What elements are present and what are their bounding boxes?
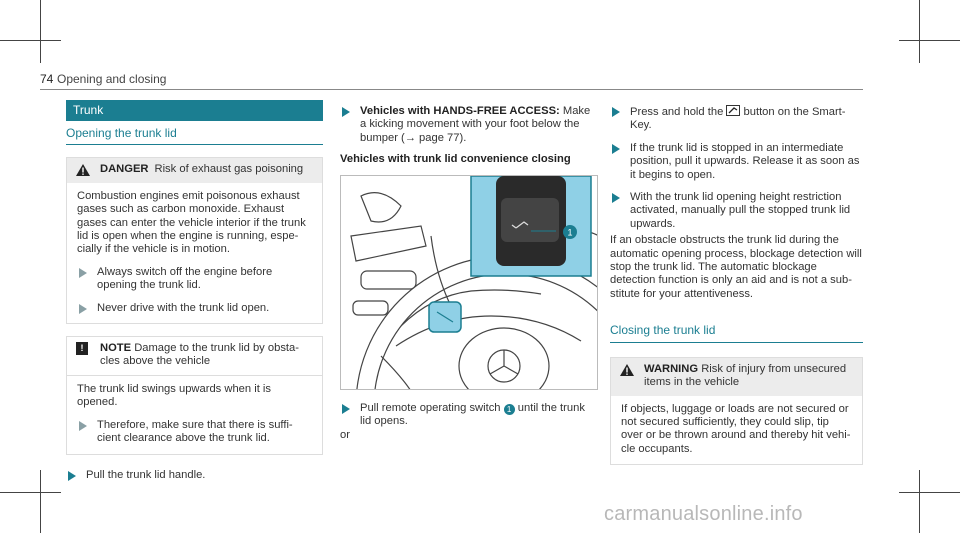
subheading-closing: Closing the trunk lid	[610, 324, 863, 342]
note-header	[67, 337, 322, 375]
figure-title: Vehicles with trunk lid convenience closing	[340, 153, 571, 166]
warning-triangle-icon	[620, 364, 634, 376]
trunk-button-icon	[726, 105, 740, 116]
crop-mark	[40, 0, 41, 63]
callout-badge: 1	[504, 404, 515, 415]
warning-body	[611, 396, 862, 465]
list-item: Press and hold the button on the Smart-Key.	[610, 105, 863, 133]
note-title: Damage to the trunk lid by obsta-cles above the vehicle	[100, 342, 299, 368]
note-text: The trunk lid swings upwards when it is opened.	[77, 382, 272, 409]
steering-wheel-figure	[340, 175, 598, 390]
column-2	[340, 100, 598, 443]
crop-mark	[899, 492, 960, 493]
step-arrow-icon	[79, 421, 87, 431]
note-box	[66, 336, 323, 454]
callout-number: 1	[567, 227, 573, 238]
warning-box	[610, 357, 863, 465]
warning-title: Risk of injury from unsecured items in the vehicle	[644, 362, 847, 389]
crop-mark	[899, 40, 960, 41]
subheading-opening: Opening the trunk lid	[66, 127, 323, 145]
warning-triangle-icon	[76, 164, 90, 176]
page-header	[40, 73, 863, 93]
info-paragraph: If an obstacle obstructs the trunk lid during the automatic opening process, blockage detection will stop the trunk lid. The automatic blockage detection function is only an aid and is not a sub-stitute for your attentiveness.	[610, 234, 862, 300]
list-item: If the trunk lid is stopped in an intermediate position, pull it upwards. Release it as soon as it begins to open.	[610, 142, 863, 182]
list-item: Always switch off the engine before opening the trunk lid.	[77, 266, 312, 293]
or-text: or	[340, 429, 350, 442]
warning-text: If objects, luggage or loads are not secured or not secured sufficiently, they could slip, tip over or be thrown around and thereby hit vehi-cle occupants.	[621, 402, 851, 455]
danger-label: DANGER	[100, 163, 149, 176]
list-item: Pull remote operating switch 1 until the trunk lid opens.	[340, 402, 598, 429]
warning-label: WARNING	[644, 362, 699, 375]
warning-header	[611, 358, 862, 396]
chapter-title: Opening and closing	[57, 72, 167, 86]
step-arrow-icon	[68, 471, 76, 481]
crop-mark	[0, 492, 61, 493]
step-arrow-icon	[612, 193, 620, 203]
section-title: Trunk	[66, 100, 323, 121]
danger-header	[67, 158, 322, 182]
column-3	[610, 100, 863, 465]
danger-title: Risk of exhaust gas poisoning	[154, 163, 304, 176]
list-item: Vehicles with HANDS-FREE ACCESS: Make a kicking movement with your foot below the bumper (→ page 77).	[340, 105, 598, 145]
steering-wheel-illustration	[341, 176, 598, 390]
step-arrow-icon	[342, 404, 350, 414]
note-body	[67, 375, 322, 454]
column-1	[66, 100, 323, 482]
note-label: NOTE	[100, 342, 132, 355]
list-item: Never drive with the trunk lid open.	[77, 302, 312, 315]
crop-mark	[919, 470, 920, 533]
list-item: Pull the trunk lid handle.	[66, 469, 323, 482]
list-item: With the trunk lid opening height restriction activated, manually pull the stopped trunk lid upwards.	[610, 191, 863, 231]
step-arrow-icon	[612, 107, 620, 117]
step-arrow-icon	[342, 107, 350, 117]
condition-label: Vehicles with HANDS-FREE ACCESS:	[360, 105, 560, 117]
crop-mark	[0, 40, 61, 41]
crop-mark	[40, 470, 41, 533]
page-number: 74	[40, 72, 54, 86]
danger-text: Combustion engines emit poisonous exhaust gases such as carbon monoxide. Exhaust gases can enter the vehicle interior if the trunk lid is open when the engine is running, espe-cially if the vehicle is in motion.	[77, 189, 306, 256]
step-arrow-icon	[79, 268, 87, 278]
list-item: Therefore, make sure that there is suffi-cient clearance above the trunk lid.	[77, 419, 312, 446]
danger-box	[66, 157, 323, 324]
crop-mark	[919, 0, 920, 63]
header-divider	[40, 89, 863, 90]
watermark: carmanualsonline.info	[604, 503, 803, 525]
step-arrow-icon	[612, 144, 620, 154]
exclamation-icon: !	[76, 342, 88, 355]
danger-body	[67, 183, 322, 323]
step-arrow-icon	[79, 304, 87, 314]
